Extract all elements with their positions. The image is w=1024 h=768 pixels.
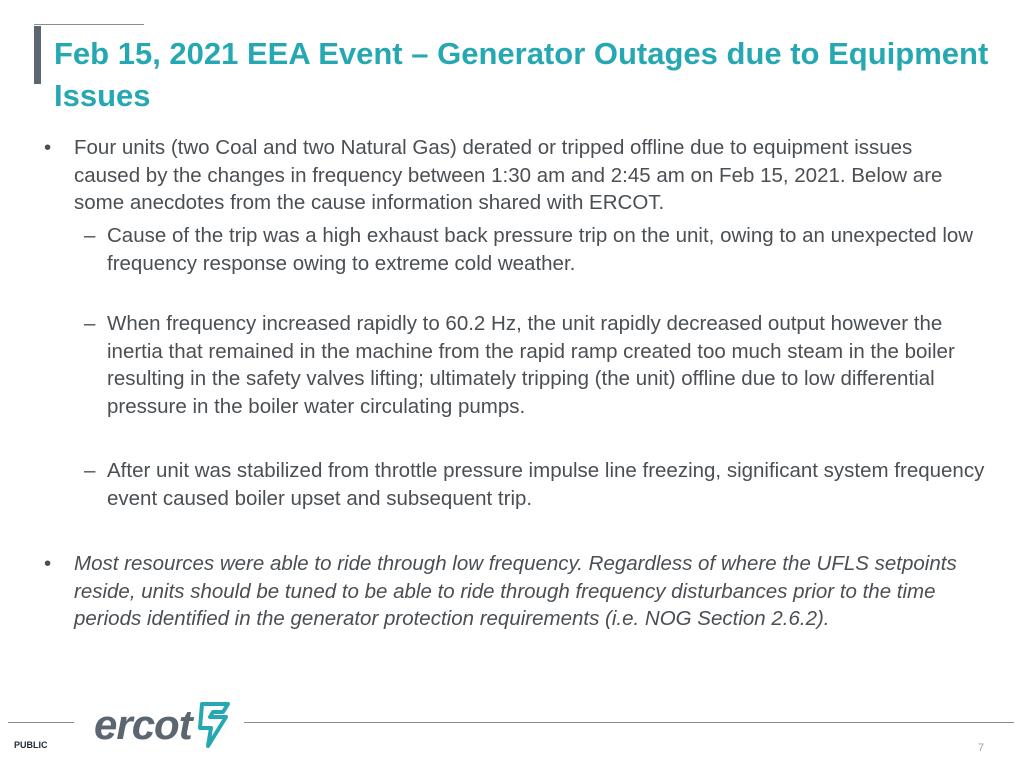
title-top-rule	[34, 24, 144, 25]
ercot-bolt-icon	[196, 700, 232, 750]
sub-bullet-item	[84, 457, 987, 512]
sub-bullet-text: Cause of the trip was a high exhaust back pressure trip on the unit, owing to an unexpected low frequency response owing to extreme cold weather.	[107, 224, 974, 275]
bullet-marker: •	[44, 136, 52, 159]
bullet-marker: •	[44, 552, 52, 575]
slide-title: Feb 15, 2021 EEA Event – Generator Outages due to Equipment Issues	[54, 36, 989, 113]
sub-bullet-text: After unit was stabilized from throttle pressure impulse line freezing, significant system frequency event caused boiler upset and subsequent trip.	[107, 459, 985, 510]
bullet-text: Most resources were able to ride through low frequency. Regardless of where the UFLS setpoints reside, units should be tuned to be able to ride through frequency disturbances prior to the time periods identified in the generator protection requirements (i.e. NOG Section 2.6.2).	[74, 552, 957, 630]
sub-bullet-text: When frequency increased rapidly to 60.2 Hz, the unit rapidly decreased output however the inertia that remained in the machine from the rapid ramp created too much steam in the boiler resulting in the safety valves lifting; ultimately tripping (the unit) offline due to low differential pressure in the boiler water circulating pumps.	[107, 312, 955, 418]
page-number: 7	[978, 742, 985, 754]
sub-bullet-item	[84, 310, 977, 420]
bullet-item	[44, 134, 974, 217]
footer-rule-left	[8, 722, 74, 723]
bullet-item	[44, 550, 984, 633]
footer-rule-right	[244, 722, 1014, 723]
dash-marker: –	[84, 312, 96, 335]
logo-wordmark: ercot	[94, 701, 192, 748]
dash-marker: –	[84, 224, 96, 247]
bullet-text: Four units (two Coal and two Natural Gas) derated or tripped offline due to equipment issues caused by the changes in frequency between 1:30 am and 2:45 am on Feb 15, 2021. Below are some anecdotes from the cause information shared with ERCOT.	[74, 136, 943, 214]
classification-label: PUBLIC	[14, 740, 48, 750]
title-accent-bar	[34, 26, 41, 84]
dash-marker: –	[84, 459, 96, 482]
sub-bullet-item	[84, 222, 977, 277]
ercot-logo	[94, 697, 232, 753]
